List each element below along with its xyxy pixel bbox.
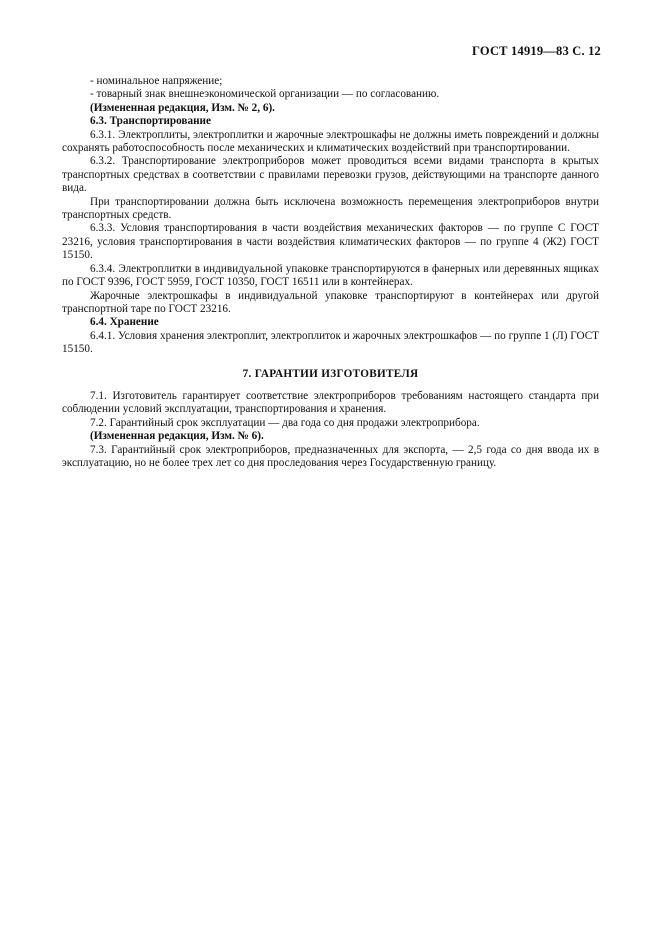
amendment-note: (Измененная редакция, Изм. № 2, 6).	[90, 101, 275, 114]
section-heading-warranty: 7. ГАРАНТИИ ИЗГОТОВИТЕЛЯ	[242, 367, 419, 380]
subsection-heading-transport: 6.3. Транспортирование	[90, 115, 211, 128]
clause-6-3-2-paragraph: При транспортировании должна быть исключена возможность перемещения электроприборов внутри транспортных средств.	[62, 195, 599, 222]
page-header: ГОСТ 14919—83 С. 12	[472, 44, 601, 58]
clause-6-3-3: 6.3.3. Условия транспортирования в части воздействия механических факторов — по группе С ГОСТ 23216, условия транспортирования в части воздействия климатических факторов — по группе 4 (Ж2) ГОСТ 15150.	[62, 222, 599, 262]
document-body	[62, 75, 599, 470]
clause-6-3-4: 6.3.4. Электроплитки в индивидуальной упаковке транспортируются в фанерных или деревянных ящиках по ГОСТ 9396, ГОСТ 5959, ГОСТ 10350, ГОСТ 16511 или в контейнерах.	[62, 262, 599, 289]
clause-6-3-1: 6.3.1. Электроплиты, электроплитки и жарочные электрошкафы не должны иметь повреждений и должны сохранять работоспособность после механических и климатических воздействий при транспортировании.	[62, 128, 599, 155]
list-item-nominal-voltage: - номинальное напряжение;	[90, 75, 223, 87]
clause-6-3-4-paragraph: Жарочные электрошкафы в индивидуальной упаковке транспортируют в контейнерах или другой транспортной таре по ГОСТ 23216.	[62, 289, 599, 315]
amendment-note-2: (Измененная редакция, Изм. № 6).	[90, 430, 264, 443]
clause-6-3-2: 6.3.2. Транспортирование электроприборов может проводиться всеми видами транспорта в крытых транспортных средствах в соответствии с правилами перевозки грузов, действующими на транспорте данного вида.	[62, 155, 599, 195]
clause-6-4-1: 6.4.1. Условия хранения электроплит, электроплиток и жарочных электрошкафов — по группе 1 (Л) ГОСТ 15150.	[62, 329, 599, 356]
clause-7-1: 7.1. Изготовитель гарантирует соответствие электроприборов требованиям настоящего стандарта при соблюдении условий эксплуатации, транспортирования и хранения.	[62, 389, 599, 416]
clause-7-2: 7.2. Гарантийный срок эксплуатации — два года со дня продажи электроприбора.	[90, 416, 480, 429]
subsection-heading-storage: 6.4. Хранение	[90, 316, 159, 329]
list-item-trademark: - товарный знак внешнеэкономической организации — по согласованию.	[90, 88, 440, 101]
clause-7-3: 7.3. Гарантийный срок электроприборов, предназначенных для экспорта, — 2,5 года со дня ввода их в эксплуатацию, но не более трех лет со дня проследования через Государственную границу.	[62, 443, 599, 469]
